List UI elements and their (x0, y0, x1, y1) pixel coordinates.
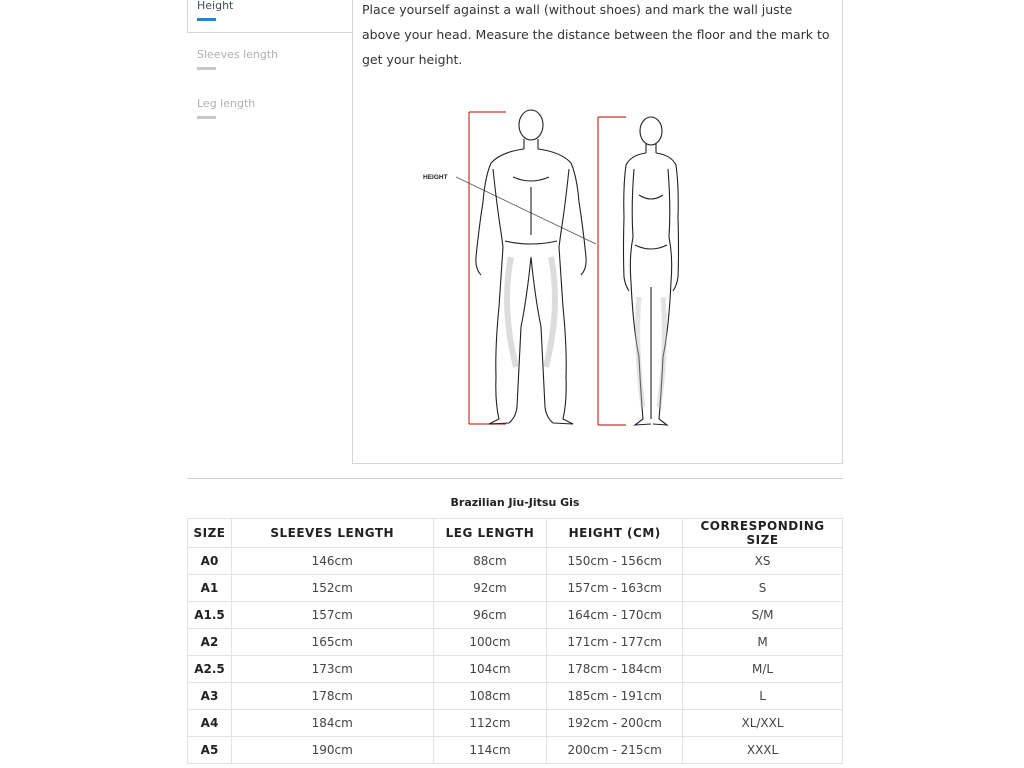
cell-sleeves: 165cm (231, 629, 433, 656)
cell-height: 164cm - 170cm (547, 602, 683, 629)
cell-corresponding: S (683, 575, 843, 602)
cell-height: 157cm - 163cm (547, 575, 683, 602)
height-label: HEIGHT (423, 174, 448, 181)
cell-sleeves: 146cm (231, 548, 433, 575)
measurement-tabs (187, 0, 352, 463)
table-header-row (188, 519, 843, 548)
section-divider (187, 478, 843, 479)
header-height: HEIGHT (CM) (547, 519, 683, 548)
tab-leg-length-indicator (197, 116, 216, 119)
cell-leg: 100cm (433, 629, 547, 656)
cell-size: A2 (188, 629, 232, 656)
cell-corresponding: L (683, 683, 843, 710)
table-row (188, 737, 843, 764)
cell-size: A0 (188, 548, 232, 575)
table-row (188, 683, 843, 710)
cell-height: 171cm - 177cm (547, 629, 683, 656)
table-row (188, 602, 843, 629)
cell-sleeves: 152cm (231, 575, 433, 602)
header-size: SIZE (188, 519, 232, 548)
cell-height: 150cm - 156cm (547, 548, 683, 575)
height-instructions: Place yourself against a wall (without shoes) and mark the wall juste above your head. Measure the distance between the floor and the mark to get your height. (362, 2, 830, 67)
tab-height-indicator (197, 18, 216, 21)
tab-height[interactable] (197, 0, 233, 21)
header-corresponding-size: CORRESPONDING SIZE (683, 519, 843, 548)
cell-leg: 88cm (433, 548, 547, 575)
cell-leg: 114cm (433, 737, 547, 764)
cell-sleeves: 157cm (231, 602, 433, 629)
tab-height-label: Height (197, 0, 234, 12)
cell-sleeves: 178cm (231, 683, 433, 710)
cell-size: A1 (188, 575, 232, 602)
cell-corresponding: XXXL (683, 737, 843, 764)
cell-corresponding: M (683, 629, 843, 656)
cell-leg: 92cm (433, 575, 547, 602)
cell-corresponding: XS (683, 548, 843, 575)
cell-leg: 112cm (433, 710, 547, 737)
male-figure (476, 110, 586, 424)
table-row (188, 710, 843, 737)
cell-corresponding: S/M (683, 602, 843, 629)
cell-height: 185cm - 191cm (547, 683, 683, 710)
cell-leg: 104cm (433, 656, 547, 683)
header-sleeves-length: SLEEVES LENGTH (231, 519, 433, 548)
body-measurement-illustration (421, 107, 711, 432)
cell-size: A3 (188, 683, 232, 710)
header-leg-length: LEG LENGTH (433, 519, 547, 548)
table-row (188, 656, 843, 683)
height-measure-lines (469, 112, 626, 425)
tab-leg-length-label: Leg length (197, 97, 256, 110)
cell-size: A4 (188, 710, 232, 737)
size-chart-table (187, 518, 843, 764)
table-row (188, 629, 843, 656)
cell-size: A5 (188, 737, 232, 764)
cell-height: 200cm - 215cm (547, 737, 683, 764)
cell-height: 192cm - 200cm (547, 710, 683, 737)
cell-leg: 96cm (433, 602, 547, 629)
tab-sleeves-length-label: Sleeves length (197, 48, 279, 61)
tab-leg-length[interactable] (197, 97, 255, 119)
table-row (188, 575, 843, 602)
measurement-panel (352, 0, 843, 464)
cell-sleeves: 190cm (231, 737, 433, 764)
table-row (188, 548, 843, 575)
female-figure (624, 117, 679, 425)
tab-sleeves-length-indicator (197, 67, 216, 70)
tab-sleeves-length[interactable] (197, 48, 278, 70)
cell-leg: 108cm (433, 683, 547, 710)
cell-size: A2.5 (188, 656, 232, 683)
cell-height: 178cm - 184cm (547, 656, 683, 683)
cell-size: A1.5 (188, 602, 232, 629)
cell-sleeves: 173cm (231, 656, 433, 683)
size-table-title: Brazilian Jiu-Jitsu Gis (450, 496, 580, 509)
cell-sleeves: 184cm (231, 710, 433, 737)
cell-corresponding: XL/XXL (683, 710, 843, 737)
cell-corresponding: M/L (683, 656, 843, 683)
